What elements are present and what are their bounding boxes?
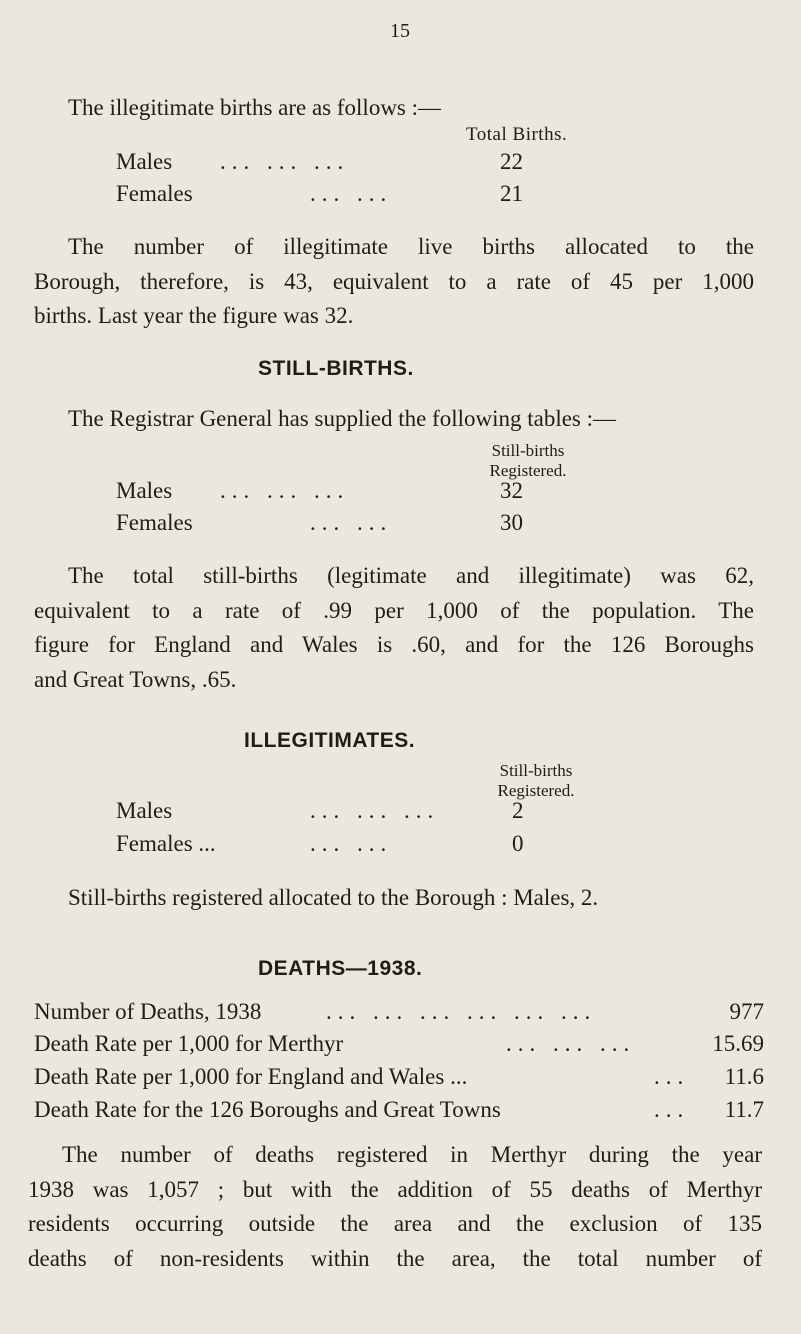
column-header-line: Registered. [497, 781, 575, 800]
leader-dots: ... ... ... [310, 798, 440, 823]
leader-dots: ... [654, 1097, 690, 1122]
row-value: 977 [729, 999, 764, 1024]
row-value: 22 [500, 149, 523, 174]
still-births-column-header [458, 441, 598, 481]
row-label: Death Rate per 1,000 for England and Wales ... [34, 1064, 468, 1089]
paragraph-line: The number of illegitimate live births allocated to the [68, 234, 754, 259]
row-value: 21 [500, 181, 523, 206]
leader-dots: ... ... ... [506, 1031, 636, 1056]
row-label: Death Rate for the 126 Boroughs and Great Towns [34, 1097, 501, 1122]
illegitimate-births-paragraph [34, 230, 754, 334]
still-births-intro: The Registrar General has supplied the following tables :— [68, 406, 617, 431]
row-value: 32 [500, 478, 523, 503]
row-value: 2 [512, 798, 524, 823]
row-value: 0 [512, 831, 524, 856]
still-births-heading: STILL-BIRTHS. [258, 357, 414, 380]
row-label: Females [116, 181, 193, 206]
leader-dots: ... ... ... [220, 149, 350, 174]
row-value: 30 [500, 510, 523, 535]
paragraph-line: births. Last year the figure was 32. [34, 303, 354, 328]
row-label: Females ... [116, 831, 216, 856]
illegitimates-allocated-text: Still-births registered allocated to the Borough : Males, 2. [68, 885, 599, 910]
paragraph-line: residents occurring outside the area and the exclusion of 135 [28, 1211, 762, 1236]
column-header-line: Still-births [491, 441, 565, 460]
paragraph-line: equivalent to a rate of .99 per 1,000 of the population. The [34, 597, 754, 623]
paragraph-line: and Great Towns, .65. [34, 666, 237, 692]
paragraph-line: Borough, therefore, is 43, equivalent to a rate of 45 per 1,000 [34, 268, 754, 294]
row-label: Males [116, 149, 173, 174]
paragraph-line: The total still-births (legitimate and illegitimate) was 62, [68, 563, 754, 588]
row-label: Males [116, 798, 173, 823]
page-number: 15 [390, 20, 410, 42]
illegitimates-column-header [466, 761, 606, 801]
total-births-column-header: Total Births. [466, 124, 568, 145]
illegitimate-births-intro: The illegitimate births are as follows :— [68, 95, 442, 120]
row-label: Number of Deaths, 1938 [34, 999, 262, 1024]
row-value: 15.69 [712, 1031, 764, 1056]
still-births-paragraph [34, 559, 754, 697]
column-header-line: Registered. [489, 461, 567, 480]
leader-dots: ... ... [310, 181, 393, 206]
row-value: 11.6 [724, 1064, 764, 1089]
row-value: 11.7 [724, 1097, 764, 1122]
deaths-paragraph [28, 1138, 762, 1276]
illegitimates-heading: ILLEGITIMATES. [244, 729, 416, 752]
leader-dots: ... ... ... [220, 478, 350, 503]
leader-dots: ... ... ... ... ... ... [326, 999, 597, 1024]
paragraph-line: deaths of non-residents within the area, the total number of [28, 1245, 762, 1271]
paragraph-line: figure for England and Wales is .60, and for the 126 Boroughs [34, 632, 754, 657]
paragraph-line: 1938 was 1,057 ; but with the addition of 55 deaths of Merthyr [28, 1176, 762, 1202]
deaths-heading: DEATHS—1938. [258, 957, 423, 980]
leader-dots: ... ... [310, 831, 393, 856]
leader-dots: ... [654, 1064, 690, 1089]
row-label: Death Rate per 1,000 for Merthyr [34, 1031, 344, 1056]
row-label: Females [116, 510, 193, 535]
column-header-line: Still-births [499, 761, 573, 780]
paragraph-line: The number of deaths registered in Merthyr during the year [62, 1142, 762, 1167]
row-label: Males [116, 478, 173, 503]
leader-dots: ... ... [310, 510, 393, 535]
